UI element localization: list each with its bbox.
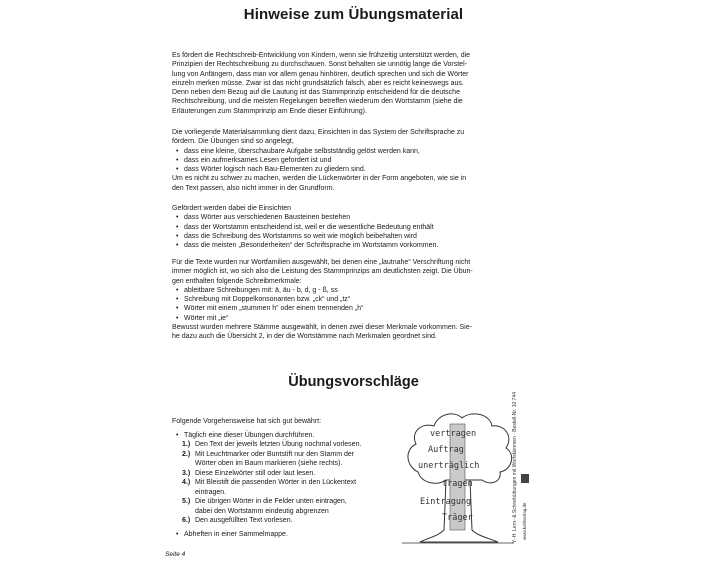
intro-line: Erläuterungen zum Stammprinzip am Ende dieser Einführung). [172, 107, 367, 115]
text-line: den Text passen, also nicht immer in der Grundform. [172, 184, 335, 192]
tree-word: tragen [442, 479, 473, 489]
text-line: he dazu auch die Übersicht 2, in der die Wortstämme nach Merkmalen geordnet sind. [172, 333, 437, 341]
bullet-list [172, 530, 407, 540]
page-title: Hinweise zum Übungsmaterial [243, 6, 464, 23]
tree-word: Auftrag [428, 445, 464, 455]
insights-paragraph [172, 204, 522, 250]
tree-word: Träger [442, 513, 473, 523]
intro-paragraph [172, 51, 522, 116]
step-number: 6.) [182, 517, 191, 524]
text-line: Um es nicht zu schwer zu machen, werden die Lückenwörter in der Form angeboten, wie sie in [172, 175, 467, 183]
text-line: Die vorliegende Materialsammlung dient dazu, Einsichten in das System der Schriftsprache zu [172, 129, 465, 136]
bullet-list [172, 431, 407, 441]
page-number: Seite 4 [165, 551, 186, 558]
side-publisher-text: Y.-H. Lern- & Schreibübungen mit Wortstämmen · Bestell-Nr. 10 744 [512, 392, 518, 543]
tree-word: unerträglich [418, 461, 480, 471]
step-item [172, 478, 407, 497]
list-item: • ableitbare Schreibungen mit: ä, äu - b, d, g - ß, ss [172, 286, 522, 295]
text-line: Gefördert werden dabei die Einsichten [172, 205, 292, 212]
section-title: Übungsvorschläge [288, 374, 419, 390]
list-item: • dass eine kleine, überschaubare Aufgabe selbstständig gelöst werden kann, [172, 147, 522, 156]
list-item: • Wörter mit „ie“ [172, 314, 522, 323]
exercise-lead: Folgende Vorgehensweise hat sich gut bewährt: [172, 418, 322, 425]
exercise-section [172, 417, 407, 539]
list-item: • Wörter mit einem „stummen h“ oder einem trennenden „h“ [172, 304, 522, 313]
step-item [172, 440, 407, 450]
list-item: • Abheften in einer Sammelmappe. [172, 530, 407, 540]
step-number: 1.) [182, 441, 191, 448]
list-item: • dass der Wortstamm entscheidend ist, weil er die wesentliche Bedeutung enthält [172, 223, 522, 232]
step-number: 5.) [182, 498, 191, 505]
word-tree-illustration [398, 402, 518, 552]
step-text: eintragen. [195, 488, 227, 496]
step-number: 3.) [182, 469, 191, 477]
intro-line: Prinzipien der Rechtschreibung zu durchschauen. Sonst behalten sie unnötig lange die Vorstel- [172, 61, 467, 69]
bullet-list [172, 286, 522, 323]
tree-word: Eintragung [420, 497, 472, 507]
text-line: Bewusst wurden mehrere Stämme ausgewählt, in denen zwei dieser Merkmale vorkommen. Sie- [172, 324, 472, 332]
list-item: • Schreibung mit Doppelkonsonanten bzw. „ck“ und „tz“ [172, 295, 522, 304]
list-item: • Täglich eine dieser Übungen durchführen. [172, 431, 407, 441]
step-item [172, 469, 407, 479]
list-item: • dass ein aufmerksames Lesen gefordert ist und [172, 156, 522, 165]
side-website-text: www.kohlverlag.de [522, 502, 527, 540]
step-text: Diese Einzelwörter still oder laut lesen. [195, 469, 316, 477]
step-text: Mit Bleistift die passenden Wörter in den Lückentext [195, 479, 357, 486]
step-item [172, 497, 407, 516]
step-item [172, 450, 407, 469]
list-item: • dass die meisten „Besonderheiten“ der Schriftsprache im Wortstamm vorkommen. [172, 241, 522, 250]
text-line: fördern. Die Übungen sind so angelegt, [172, 138, 294, 146]
step-number: 2.) [182, 450, 191, 458]
intro-line: Rechtschreibung, und die meisten Regelungen betreffen wiederum den Wortstamm (siehe die [172, 98, 463, 106]
publisher-logo-icon [521, 474, 529, 483]
step-text: Den ausgefüllten Text vorlesen. [195, 517, 293, 524]
text-line: Für die Texte wurden nur Wortfamilien ausgewählt, bei denen eine „lautnahe“ Verschriftung nicht [172, 259, 471, 266]
step-text: Die übrigen Wörter in die Felder unten eintragen, [195, 498, 347, 505]
step-text: Den Text der jeweils letzten Übung nochmal vorlesen. [195, 441, 362, 448]
material-paragraph [172, 128, 522, 193]
intro-line: Denn neben dem Bezug auf die Lautung ist das Stammprinzip entscheidend für die deutsche [172, 89, 460, 97]
step-text: Wörter oben im Baum markieren (siehe rechts). [195, 460, 343, 467]
step-text: dabei den Wortstamm eindeutig abgrenzen [195, 507, 329, 515]
intro-line: Es fördert die Rechtschreib-Entwicklung von Kindern, wenn sie frühzeitig unterstützt werden, die [172, 52, 471, 59]
step-text: Mit Leuchtmarker oder Buntstift nur den Stamm der [195, 450, 355, 458]
list-item: • dass die Schreibung des Wortstamms so weit wie möglich beibehalten wird [172, 232, 522, 241]
intro-line: lung von Anfängern, dass man vor allem genau hinhören, deutlich sprechen und sich die Wörter [172, 70, 469, 78]
intro-line: einzeln merken müsse. Zwar ist das nicht grundsätzlich falsch, aber es reicht keineswegs aus. [172, 79, 464, 87]
step-number: 4.) [182, 479, 191, 486]
bullet-list [172, 213, 522, 250]
list-item: • dass Wörter aus verschiedenen Bausteinen bestehen [172, 213, 522, 222]
bullet-list [172, 147, 522, 175]
text-line: immer möglich ist, wo sich also die Leistung des Stammprinzips am deutlichsten zeigt. Die Übun- [172, 268, 473, 276]
features-paragraph [172, 258, 522, 342]
tree-word: vertragen [430, 429, 477, 439]
steps-list [172, 440, 407, 526]
step-item [172, 516, 407, 526]
text-line: gen enthalten folgende Schreibmerkmale: [172, 277, 302, 285]
list-item: • dass Wörter logisch nach Bau-Elementen zu gliedern sind. [172, 165, 522, 174]
